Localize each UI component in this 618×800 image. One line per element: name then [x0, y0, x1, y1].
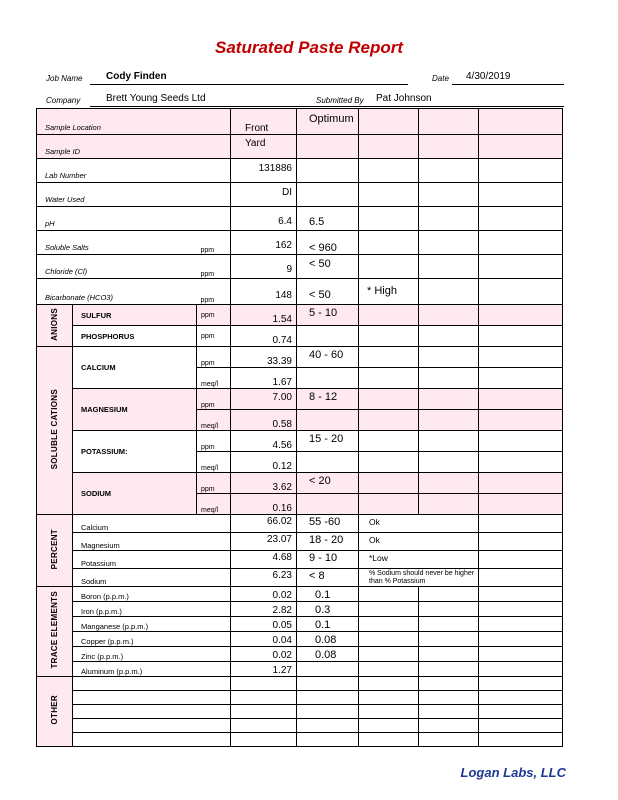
sulfur-optimum: 5 - 10	[297, 305, 359, 326]
calcium-meq-value: 1.67	[231, 368, 297, 389]
bicarbonate-value: 148	[231, 279, 297, 305]
row-bicarbonate	[37, 279, 563, 305]
percent-magnesium-label: Magnesium	[73, 533, 197, 551]
sodium-meq-value: 0.16	[231, 494, 297, 515]
row-percent-potassium	[37, 551, 563, 569]
lab-number-value: 131886	[231, 159, 297, 183]
calcium-label: CALCIUM	[73, 347, 197, 389]
row-percent-sodium	[37, 569, 563, 587]
copper-optimum: 0.08	[297, 632, 359, 647]
percent-potassium-label: Potassium	[73, 551, 197, 569]
percent-sodium-value: 6.23	[231, 569, 297, 587]
submitted-by-value: Pat Johnson	[376, 93, 432, 104]
percent-sodium-optimum: < 8	[297, 569, 359, 587]
row-potassium-ppm	[37, 431, 563, 452]
manganese-label: Manganese (p.p.m.)	[73, 617, 197, 632]
percent-magnesium-optimum: 18 - 20	[297, 533, 359, 551]
potassium-label: POTASSIUM:	[73, 431, 197, 473]
percent-calcium-optimum: 55 -60	[297, 515, 359, 533]
soluble-cations-group: SOLUBLE CATIONS	[37, 347, 73, 515]
sodium-ppm-value: 3.62	[231, 473, 297, 494]
sample-id-label: Sample ID	[37, 135, 197, 159]
row-ph	[37, 207, 563, 231]
calcium-optimum: 40 - 60	[297, 347, 359, 368]
date-value: 4/30/2019	[466, 71, 511, 82]
row-other-3	[37, 705, 563, 719]
magnesium-label: MAGNESIUM	[73, 389, 197, 431]
boron-label: Boron (p.p.m.)	[73, 587, 197, 602]
sulfur-label: SULFUR	[73, 305, 197, 326]
percent-potassium-value: 4.68	[231, 551, 297, 569]
magnesium-unit-ppm: ppm	[197, 389, 231, 410]
phosphorus-value: 0.74	[231, 326, 297, 347]
row-manganese	[37, 617, 563, 632]
aluminum-label: Aluminum (p.p.m.)	[73, 662, 197, 677]
percent-calcium-note: Ok	[359, 515, 419, 533]
magnesium-unit-meq: meq/l	[197, 410, 231, 431]
potassium-meq-value: 0.12	[231, 452, 297, 473]
magnesium-optimum: 8 - 12	[297, 389, 359, 410]
row-lab-number	[37, 159, 563, 183]
row-soluble-salts	[37, 231, 563, 255]
manganese-value: 0.05	[231, 617, 297, 632]
percent-magnesium-note: Ok	[359, 533, 419, 551]
boron-value: 0.02	[231, 587, 297, 602]
chloride-optimum: < 50	[297, 255, 359, 279]
percent-potassium-note: *Low	[359, 551, 419, 569]
company-label: Company	[46, 96, 81, 105]
potassium-ppm-value: 4.56	[231, 431, 297, 452]
copper-value: 0.04	[231, 632, 297, 647]
row-magnesium-ppm	[37, 389, 563, 410]
percent-sodium-label: Sodium	[73, 569, 197, 587]
potassium-unit-meq: meq/l	[197, 452, 231, 473]
anions-group: ANIONS	[37, 305, 73, 347]
sodium-unit-meq: meq/l	[197, 494, 231, 515]
row-sample-id	[37, 135, 563, 159]
row-sodium-ppm	[37, 473, 563, 494]
report-table	[36, 108, 563, 747]
sodium-unit-ppm: ppm	[197, 473, 231, 494]
sodium-label: SODIUM	[73, 473, 197, 515]
bicarbonate-label: Bicarbonate (HCO3)	[37, 279, 197, 305]
calcium-unit-ppm: ppm	[197, 347, 231, 368]
job-name-underline	[90, 84, 408, 85]
magnesium-ppm-value: 7.00	[231, 389, 297, 410]
percent-sodium-note: % Sodium should never be higher than % Potassium	[359, 569, 479, 587]
date-label: Date	[432, 74, 449, 83]
lab-name-footer: Logan Labs, LLC	[460, 765, 566, 780]
row-chloride	[37, 255, 563, 279]
soluble-salts-value: 162	[231, 231, 297, 255]
iron-value: 2.82	[231, 602, 297, 617]
row-sulfur	[37, 305, 563, 326]
sample-location-value: Front	[231, 109, 297, 135]
sample-location-label: Sample Location	[37, 109, 197, 135]
ph-value: 6.4	[231, 207, 297, 231]
row-water-used	[37, 183, 563, 207]
row-other-4	[37, 719, 563, 733]
lab-number-label: Lab Number	[37, 159, 197, 183]
chloride-value: 9	[231, 255, 297, 279]
row-aluminum	[37, 662, 563, 677]
row-percent-calcium	[37, 515, 563, 533]
bicarbonate-note: * High	[359, 279, 419, 305]
percent-group: PERCENT	[37, 515, 73, 587]
zinc-optimum: 0.08	[297, 647, 359, 662]
row-other-5	[37, 733, 563, 747]
ph-label: pH	[37, 207, 197, 231]
potassium-unit-ppm: ppm	[197, 431, 231, 452]
bicarbonate-optimum: < 50	[297, 279, 359, 305]
iron-label: Iron (p.p.m.)	[73, 602, 197, 617]
row-calcium-ppm	[37, 347, 563, 368]
company-underline	[90, 106, 564, 107]
row-other-1	[37, 677, 563, 691]
boron-optimum: 0.1	[297, 587, 359, 602]
submitted-by-label: Submitted By	[316, 96, 364, 105]
row-phosphorus	[37, 326, 563, 347]
sample-id-value: Yard	[231, 135, 297, 159]
chloride-label: Chloride (Cl)	[37, 255, 197, 279]
optimum-header: Optimum	[297, 109, 359, 135]
sulfur-value: 1.54	[231, 305, 297, 326]
row-percent-magnesium	[37, 533, 563, 551]
report-title: Saturated Paste Report	[215, 38, 403, 57]
trace-elements-group: TRACE ELEMENTS	[37, 587, 73, 677]
soluble-salts-unit: ppm	[197, 231, 231, 255]
job-name-label: Job Name	[46, 74, 83, 83]
bicarbonate-unit: ppm	[197, 279, 231, 305]
other-group: OTHER	[37, 677, 73, 747]
water-used-label: Water Used	[37, 183, 197, 207]
soluble-salts-optimum: < 960	[297, 231, 359, 255]
magnesium-meq-value: 0.58	[231, 410, 297, 431]
soluble-salts-label: Soluble Salts	[37, 231, 197, 255]
manganese-optimum: 0.1	[297, 617, 359, 632]
copper-label: Copper (p.p.m.)	[73, 632, 197, 647]
calcium-ppm-value: 33.39	[231, 347, 297, 368]
row-boron	[37, 587, 563, 602]
chloride-unit: ppm	[197, 255, 231, 279]
potassium-optimum: 15 - 20	[297, 431, 359, 452]
percent-potassium-optimum: 9 - 10	[297, 551, 359, 569]
sodium-optimum: < 20	[297, 473, 359, 494]
zinc-label: Zinc (p.p.m.)	[73, 647, 197, 662]
row-zinc	[37, 647, 563, 662]
iron-optimum: 0.3	[297, 602, 359, 617]
aluminum-value: 1.27	[231, 662, 297, 677]
calcium-unit-meq: meq/l	[197, 368, 231, 389]
percent-calcium-value: 66.02	[231, 515, 297, 533]
zinc-value: 0.02	[231, 647, 297, 662]
phosphorus-unit: ppm	[197, 326, 231, 347]
row-sample-location	[37, 109, 563, 135]
percent-magnesium-value: 23.07	[231, 533, 297, 551]
job-name-value: Cody Finden	[106, 71, 167, 82]
phosphorus-label: PHOSPHORUS	[73, 326, 197, 347]
company-value: Brett Young Seeds Ltd	[106, 93, 206, 104]
water-used-value: DI	[231, 183, 297, 207]
row-iron	[37, 602, 563, 617]
date-underline	[452, 84, 564, 85]
row-other-2	[37, 691, 563, 705]
ph-optimum: 6.5	[297, 207, 359, 231]
percent-calcium-label: Calcium	[73, 515, 197, 533]
sulfur-unit: ppm	[197, 305, 231, 326]
row-copper	[37, 632, 563, 647]
